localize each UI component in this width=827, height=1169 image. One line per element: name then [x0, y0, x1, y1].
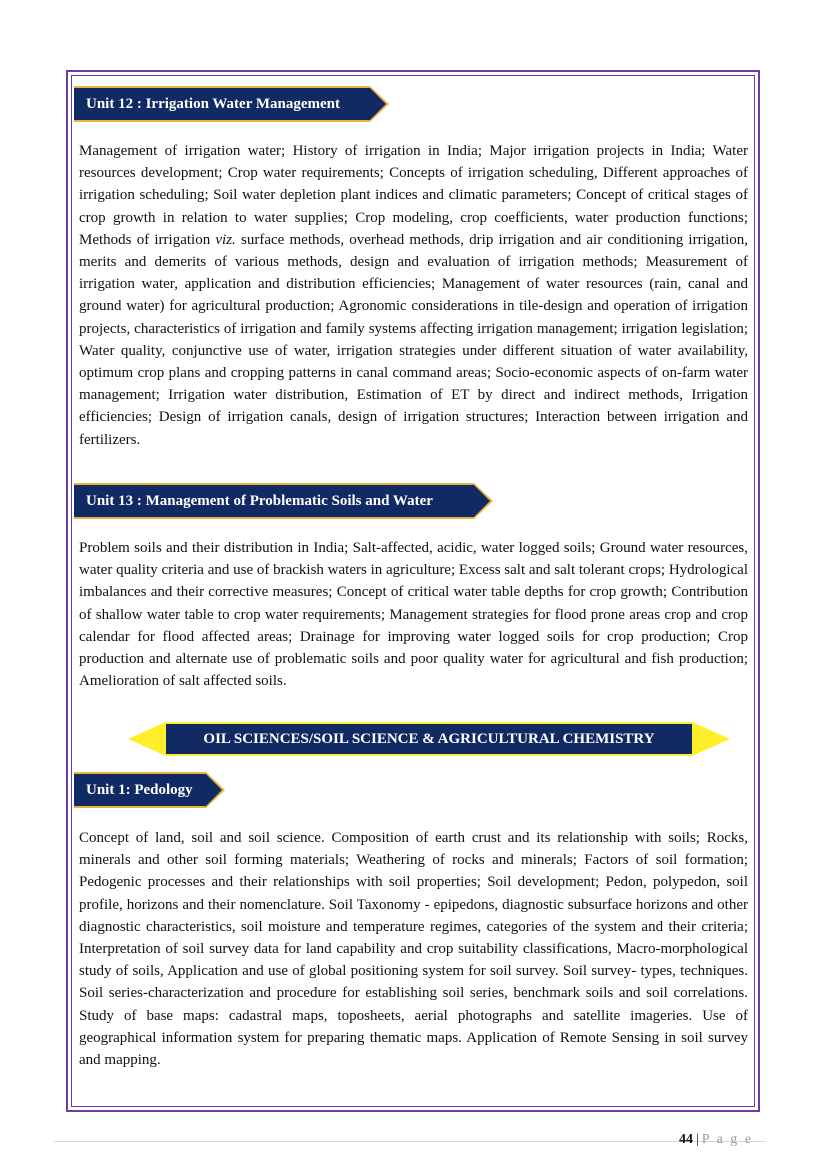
- unit-12-header: [74, 88, 370, 120]
- unit-12-text-part-2: surface methods, overhead methods, drip irrigation and air conditioning irrigation, merits and demerits of various methods, design and evaluation of irrigation methods; Measurement of irrigation water, application and distribution efficiencies; Management of water resources (rain, canal and ground water) for agricultural production; Agronomic considerations in tile-design and operation of irrigation projects, characteristics of irrigation and family systems affecting irrigation management; irrigation legislation; Water quality, conjunctive use of water, irrigation strategies under different situation of water availability, optimum crop plans and cropping patterns in canal command areas; Socio-economic aspects of on-farm water management; Irrigation water distribution, Estimation of ET by direct and indirect methods, Irrigation efficiencies; Design of irrigation canals, design of irrigation structures; Interaction between irrigation and fertilizers.: [79, 231, 748, 448]
- unit-13-title: Unit 13 : Management of Problematic Soils and Water: [86, 493, 433, 509]
- header-arrow: [474, 485, 490, 517]
- unit-12-text: [79, 140, 748, 451]
- unit-12-viz: viz.: [215, 231, 236, 248]
- banner-left-triangle: [128, 722, 166, 756]
- footer-rule: [54, 1141, 766, 1142]
- unit-12-text-part-1: Management of irrigation water; History of irrigation in India; Major irrigation projects in India; Water resources development; Crop water requirements; Concepts of irrigation scheduling, Different approaches of irrigation scheduling; Soil water depletion plant indices and climatic parameters; Concept of critical stages of crop growth in relation to water supplies; Crop modeling, crop coefficients, water production functions; Methods of irrigation: [79, 143, 748, 248]
- banner-title: OIL SCIENCES/SOIL SCIENCE & AGRICULTURAL CHEMISTRY: [166, 724, 692, 754]
- header-arrow: [206, 774, 222, 806]
- banner-right-triangle: [692, 722, 730, 756]
- unit-13-header: [74, 485, 474, 517]
- unit-12-title: Unit 12 : Irrigation Water Management: [86, 96, 340, 112]
- unit-1-text: Concept of land, soil and soil science. Composition of earth crust and its relationship with soils; Rocks, minerals and other soil forming materials; Weathering of rocks and minerals; Factors of soil formation; Pedogenic processes and their relationships with soil properties; Soil development; Pedon, polypedon, soil profile, horizons and their nomenclature. Soil Taxonomy - epipedons, diagnostic subsurface horizons and other diagnostic characteristics, soil moisture and temperature regimes, categories of the system and their criteria; Interpretation of soil survey data for land capability and crop suitability classifications, Macro-morphological study of soils, Application and use of global positioning system for soil survey. Soil survey- types, techniques. Soil series-characterization and procedure for establishing soil series, benchmark soils and soil correlations. Study of base maps: cadastral maps, toposheets, aerial photographs and satellite imageries. Use of geographical information system for preparing thematic maps. Application of Remote Sensing in soil survey and mapping.: [79, 830, 748, 1069]
- unit-1-header: [74, 774, 206, 806]
- footer-separator: |: [695, 1132, 699, 1147]
- page-label: P a g e: [701, 1132, 753, 1147]
- unit-13-text: Problem soils and their distribution in India; Salt-affected, acidic, water logged soils; Ground water resources, water quality criteria and use of brackish waters in agriculture; Excess salt and salt tolerant crops; Hydrological imbalances and their corrective measures; Concept of critical water table depths for crop growth; Contribution of shallow water table to crop water requirements; Management strategies for flood prone areas crop and crop calendar for flood affected areas; Drainage for improving water logged soils for crop production; Crop production and alternate use of problematic soils and poor quality water for agricultural and fish production; Amelioration of salt affected soils.: [79, 540, 748, 690]
- page-number: 44: [678, 1132, 693, 1147]
- subject-banner: [128, 722, 730, 756]
- unit-1-title: Unit 1: Pedology: [86, 782, 193, 798]
- page-footer: [679, 1132, 753, 1148]
- header-arrow: [370, 88, 386, 120]
